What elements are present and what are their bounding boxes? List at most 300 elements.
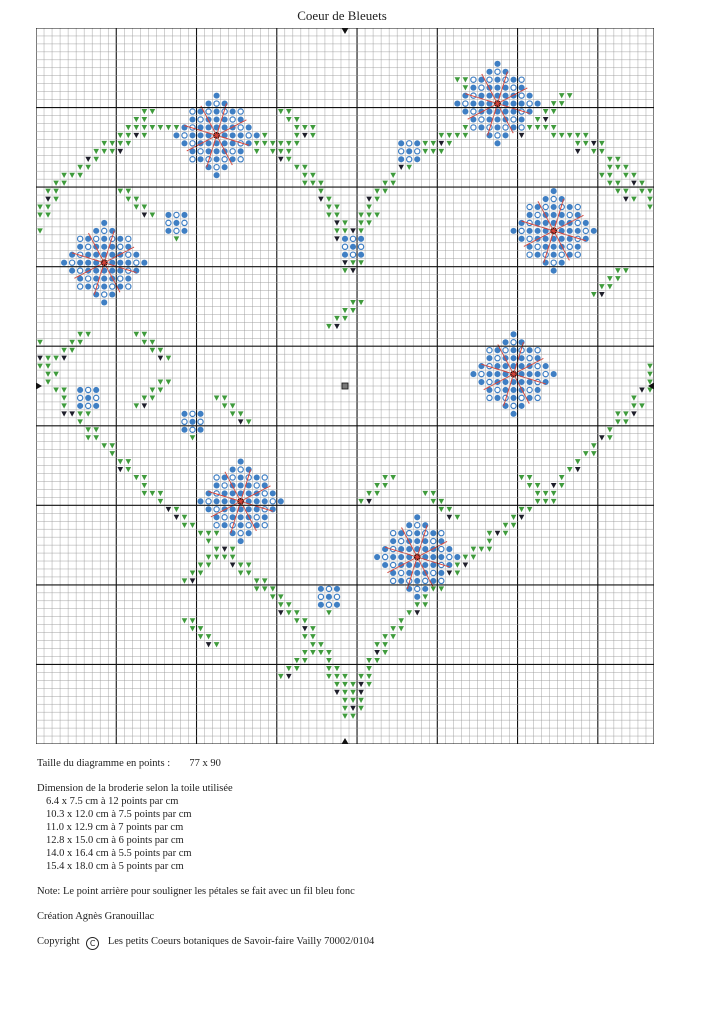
stem-stitch [158, 356, 164, 361]
stem-stitch [639, 388, 645, 393]
petal-stitch [133, 252, 139, 258]
leaf-stitch [326, 658, 332, 663]
petal-stitch [326, 594, 332, 600]
leaf-stitch [286, 141, 292, 146]
petal-stitch [519, 116, 525, 122]
leaf-stitch [262, 586, 268, 591]
leaf-stitch [607, 165, 613, 170]
petal-stitch [238, 148, 244, 154]
stem-stitch [358, 690, 364, 695]
petal-stitch [165, 228, 171, 234]
petal-light-stitch [166, 220, 171, 225]
leaf-stitch [302, 173, 308, 178]
leaf-stitch [294, 658, 300, 663]
leaf-stitch [206, 555, 212, 560]
backstitch-note: Note: Le point arrière pour souligner les pétales se fait avec un fil bleu fonc [37, 886, 355, 897]
petal-light-stitch [399, 149, 404, 154]
leaf-stitch [527, 125, 533, 130]
leaf-stitch [535, 483, 541, 488]
leaf-stitch [198, 626, 204, 631]
petal-stitch [238, 459, 244, 465]
leaf-stitch [535, 491, 541, 496]
leaf-stitch [374, 483, 380, 488]
petal-light-stitch [214, 523, 219, 528]
petal-light-stitch [382, 554, 387, 559]
leaf-stitch [69, 173, 75, 178]
petal-stitch [430, 554, 436, 560]
petal-stitch [189, 419, 195, 425]
leaf-stitch [519, 507, 525, 512]
petal-stitch [238, 132, 244, 138]
petal-light-stitch [77, 236, 82, 241]
petal-light-stitch [391, 531, 396, 536]
leaf-stitch [559, 101, 565, 106]
petal-stitch [197, 411, 203, 417]
petal-light-stitch [487, 379, 492, 384]
leaf-stitch [583, 141, 589, 146]
stem-stitch [398, 165, 404, 170]
leaf-stitch [455, 563, 461, 568]
leaf-stitch [278, 141, 284, 146]
leaf-stitch [342, 220, 348, 225]
stem-stitch [551, 483, 557, 488]
petal-light-stitch [262, 523, 267, 528]
leaf-stitch [142, 205, 148, 210]
leaf-stitch [125, 467, 131, 472]
petal-light-stitch [503, 348, 508, 353]
stem-stitch [142, 403, 148, 408]
petal-stitch [438, 554, 444, 560]
leaf-stitch [559, 475, 565, 480]
leaf-stitch [487, 531, 493, 536]
petal-light-stitch [238, 125, 243, 130]
leaf-stitch [278, 109, 284, 114]
leaf-stitch [270, 141, 276, 146]
petal-stitch [510, 347, 516, 353]
stem-stitch [61, 411, 67, 416]
leaf-stitch [37, 364, 43, 369]
petal-stitch [214, 498, 220, 504]
petal-light-stitch [126, 252, 131, 257]
leaf-stitch [543, 499, 549, 504]
petal-light-stitch [326, 602, 331, 607]
leaf-stitch [583, 451, 589, 456]
leaf-stitch [142, 491, 148, 496]
petal-light-stitch [222, 515, 227, 520]
leaf-stitch [190, 435, 196, 440]
petal-light-stitch [471, 125, 476, 130]
petal-light-stitch [415, 523, 420, 528]
leaf-stitch [551, 499, 557, 504]
petal-stitch [189, 116, 195, 122]
petal-stitch [374, 554, 380, 560]
petal-stitch [278, 498, 284, 504]
petal-stitch [334, 602, 340, 608]
leaf-stitch [503, 523, 509, 528]
leaf-stitch [310, 626, 316, 631]
petal-stitch [262, 514, 268, 520]
petal-light-stitch [238, 531, 243, 536]
petal-stitch [438, 570, 444, 576]
leaf-stitch [623, 268, 629, 273]
petal-light-stitch [407, 157, 412, 162]
center-marker-left [36, 383, 42, 390]
petal-light-stitch [535, 212, 540, 217]
leaf-stitch [430, 491, 436, 496]
petal-stitch [238, 538, 244, 544]
petal-stitch [535, 252, 541, 258]
stem-stitch [350, 228, 356, 233]
leaf-stitch [190, 523, 196, 528]
leaf-stitch [350, 260, 356, 265]
petal-stitch [181, 427, 187, 433]
leaf-stitch [511, 523, 517, 528]
petal-light-stitch [94, 236, 99, 241]
leaf-stitch [45, 189, 51, 194]
stem-stitch [623, 197, 629, 202]
petal-stitch [494, 395, 500, 401]
leaf-stitch [61, 403, 67, 408]
stem-stitch [230, 563, 236, 568]
leaf-stitch [45, 356, 51, 361]
leaf-stitch [158, 380, 164, 385]
dimension-row: 10.3 x 12.0 cm à 7.5 points par cm [46, 809, 192, 820]
petal-stitch [390, 538, 396, 544]
leaf-stitch [53, 388, 59, 393]
leaf-stitch [246, 419, 252, 424]
leaf-stitch [358, 698, 364, 703]
leaf-stitch [69, 348, 75, 353]
leaf-stitch [455, 570, 461, 575]
leaf-stitch [294, 141, 300, 146]
stem-stitch [37, 356, 43, 361]
petal-light-stitch [230, 149, 235, 154]
petal-light-stitch [479, 85, 484, 90]
petal-light-stitch [391, 578, 396, 583]
stem-stitch [334, 220, 340, 225]
leaf-stitch [487, 547, 493, 552]
petal-light-stitch [94, 395, 99, 400]
petal-stitch [342, 236, 348, 242]
stem-stitch [358, 682, 364, 687]
petal-light-stitch [126, 236, 131, 241]
petal-stitch [494, 61, 500, 67]
leaf-stitch [254, 149, 260, 154]
petal-stitch [382, 562, 388, 568]
leaf-stitch [53, 372, 59, 377]
petal-light-stitch [575, 252, 580, 257]
petal-stitch [551, 371, 557, 377]
petal-stitch [502, 339, 508, 345]
petal-stitch [414, 156, 420, 162]
leaf-stitch [430, 586, 436, 591]
petal-stitch [430, 530, 436, 536]
petal-stitch [494, 371, 500, 377]
leaf-stitch [150, 125, 156, 130]
petal-stitch [470, 101, 476, 107]
copyright-text: Les petits Coeurs botaniques de Savoir-faire Vailly 70002/0104 [107, 936, 375, 947]
petal-stitch [77, 260, 83, 266]
petal-light-stitch [415, 586, 420, 591]
petal-light-stitch [86, 387, 91, 392]
petal-stitch [214, 116, 220, 122]
leaf-stitch [366, 220, 372, 225]
petal-stitch [519, 236, 525, 242]
petal-stitch [575, 244, 581, 250]
leaf-stitch [77, 340, 83, 345]
leaf-stitch [310, 642, 316, 647]
petal-stitch [173, 220, 179, 226]
petal-stitch [583, 220, 589, 226]
leaf-stitch [230, 411, 236, 416]
stem-stitch [599, 292, 605, 297]
petal-stitch [406, 522, 412, 528]
stem-stitch [206, 642, 212, 647]
leaf-stitch [101, 149, 107, 154]
leaf-stitch [214, 547, 220, 552]
leaf-stitch [310, 133, 316, 138]
leaf-stitch [350, 300, 356, 305]
petal-stitch [510, 331, 516, 337]
stem-stitch [117, 467, 123, 472]
leaf-stitch [382, 642, 388, 647]
leaf-stitch [37, 205, 43, 210]
petal-light-stitch [238, 157, 243, 162]
leaf-stitch [174, 236, 180, 241]
leaf-stitch [390, 173, 396, 178]
leaf-stitch [262, 133, 268, 138]
center-marker-top [342, 28, 349, 34]
petal-stitch [398, 554, 404, 560]
leaf-stitch [77, 411, 83, 416]
leaf-stitch [382, 189, 388, 194]
petal-light-stitch [567, 212, 572, 217]
petal-stitch [470, 371, 476, 377]
petal-light-stitch [246, 133, 251, 138]
leaf-stitch [463, 555, 469, 560]
page-title: Coeur de Bleuets [297, 8, 387, 23]
leaf-stitch [286, 157, 292, 162]
stem-stitch [447, 570, 453, 575]
leaf-stitch [142, 475, 148, 480]
petal-light-stitch [495, 356, 500, 361]
petal-light-stitch [431, 570, 436, 575]
leaf-stitch [238, 570, 244, 575]
stem-stitch [69, 411, 75, 416]
leaf-stitch [142, 483, 148, 488]
leaf-stitch [125, 189, 131, 194]
petal-light-stitch [134, 260, 139, 265]
petal-stitch [93, 387, 99, 393]
petal-light-stitch [190, 427, 195, 432]
petal-stitch [414, 140, 420, 146]
petal-light-stitch [77, 395, 82, 400]
petal-light-stitch [495, 387, 500, 392]
center-marker-bottom [342, 738, 349, 744]
petal-stitch [350, 244, 356, 250]
leaf-stitch [551, 491, 557, 496]
leaf-stitch [294, 618, 300, 623]
petal-light-stitch [214, 165, 219, 170]
petal-stitch [61, 260, 67, 266]
leaf-stitch [270, 594, 276, 599]
leaf-stitch [358, 228, 364, 233]
leaf-stitch [599, 284, 605, 289]
leaf-stitch [190, 570, 196, 575]
leaf-stitch [390, 475, 396, 480]
leaf-stitch [543, 491, 549, 496]
leaf-stitch [238, 411, 244, 416]
petal-stitch [230, 132, 236, 138]
petal-light-stitch [334, 594, 339, 599]
leaf-stitch [45, 372, 51, 377]
leaf-stitch [398, 618, 404, 623]
leaf-stitch [254, 578, 260, 583]
leaf-stitch [117, 189, 123, 194]
petal-stitch [486, 371, 492, 377]
petal-light-stitch [551, 196, 556, 201]
leaf-stitch [182, 523, 188, 528]
stem-stitch [334, 324, 340, 329]
leaf-stitch [463, 133, 469, 138]
leaf-stitch [527, 475, 533, 480]
leaf-stitch [551, 125, 557, 130]
leaf-stitch [342, 682, 348, 687]
stem-stitch [334, 690, 340, 695]
petal-stitch [222, 522, 228, 528]
leaf-stitch [270, 586, 276, 591]
petal-light-stitch [439, 578, 444, 583]
petal-stitch [519, 403, 525, 409]
leaf-stitch [142, 332, 148, 337]
petal-light-stitch [102, 228, 107, 233]
leaf-stitch [166, 356, 172, 361]
leaf-stitch [85, 427, 91, 432]
leaf-stitch [150, 395, 156, 400]
leaf-stitch [77, 332, 83, 337]
leaf-stitch [615, 276, 621, 281]
petal-light-stitch [479, 371, 484, 376]
stem-stitch [599, 435, 605, 440]
leaf-stitch [117, 459, 123, 464]
petal-stitch [510, 411, 516, 417]
leaf-stitch [374, 212, 380, 217]
leaf-stitch [326, 666, 332, 671]
leaf-stitch [334, 212, 340, 217]
leaf-stitch [53, 197, 59, 202]
petal-stitch [510, 395, 516, 401]
petal-stitch [206, 506, 212, 512]
petal-light-stitch [559, 252, 564, 257]
leaf-stitch [639, 181, 645, 186]
leaf-stitch [294, 133, 300, 138]
stem-stitch [342, 260, 348, 265]
leaf-stitch [150, 109, 156, 114]
petal-stitch [189, 132, 195, 138]
petal-light-stitch [126, 284, 131, 289]
stem-stitch [374, 650, 380, 655]
leaf-stitch [422, 602, 428, 607]
leaf-stitch [142, 340, 148, 345]
petal-stitch [197, 427, 203, 433]
stem-stitch [117, 149, 123, 154]
leaf-stitch [599, 149, 605, 154]
leaf-stitch [390, 634, 396, 639]
leaf-stitch [37, 228, 43, 233]
leaf-stitch [559, 93, 565, 98]
stem-stitch [318, 197, 324, 202]
petal-stitch [230, 466, 236, 472]
petal-stitch [510, 101, 516, 107]
leaf-stitch [551, 101, 557, 106]
petal-stitch [254, 474, 260, 480]
leaf-stitch [374, 189, 380, 194]
leaf-stitch [342, 268, 348, 273]
petal-stitch [173, 132, 179, 138]
leaf-stitch [158, 491, 164, 496]
petal-stitch [591, 228, 597, 234]
leaf-stitch [615, 419, 621, 424]
petal-light-stitch [511, 117, 516, 122]
leaf-stitch [134, 117, 140, 122]
petal-stitch [510, 77, 516, 83]
stem-stitch [438, 141, 444, 146]
stem-stitch [190, 578, 196, 583]
petal-stitch [398, 140, 404, 146]
leaf-stitch [591, 149, 597, 154]
leaf-stitch [422, 141, 428, 146]
leaf-stitch [214, 642, 220, 647]
leaf-stitch [246, 563, 252, 568]
leaf-stitch [422, 149, 428, 154]
stem-stitch [334, 236, 340, 241]
leaf-stitch [599, 141, 605, 146]
petal-stitch [77, 244, 83, 250]
leaf-stitch [166, 125, 172, 130]
leaf-stitch [623, 173, 629, 178]
leaf-stitch [430, 141, 436, 146]
petal-light-stitch [543, 204, 548, 209]
leaf-stitch [535, 117, 541, 122]
petal-stitch [414, 530, 420, 536]
leaf-stitch [310, 125, 316, 130]
leaf-stitch [623, 189, 629, 194]
leaf-stitch [350, 690, 356, 695]
petal-stitch [398, 156, 404, 162]
petal-stitch [246, 124, 252, 130]
petal-stitch [238, 514, 244, 520]
leaf-stitch [567, 93, 573, 98]
petal-stitch [494, 140, 500, 146]
leaf-stitch [294, 666, 300, 671]
leaf-stitch [647, 205, 653, 210]
leaf-stitch [366, 205, 372, 210]
leaf-stitch [342, 706, 348, 711]
petal-stitch [318, 586, 324, 592]
stem-stitch [278, 610, 284, 615]
leaf-stitch [607, 284, 613, 289]
petal-light-stitch [182, 220, 187, 225]
leaf-stitch [382, 475, 388, 480]
leaf-stitch [406, 610, 412, 615]
stem-stitch [278, 157, 284, 162]
leaf-stitch [109, 451, 115, 456]
petal-stitch [358, 236, 364, 242]
leaf-stitch [134, 125, 140, 130]
leaf-stitch [61, 181, 67, 186]
stem-stitch [174, 515, 180, 520]
leaf-stitch [623, 165, 629, 170]
